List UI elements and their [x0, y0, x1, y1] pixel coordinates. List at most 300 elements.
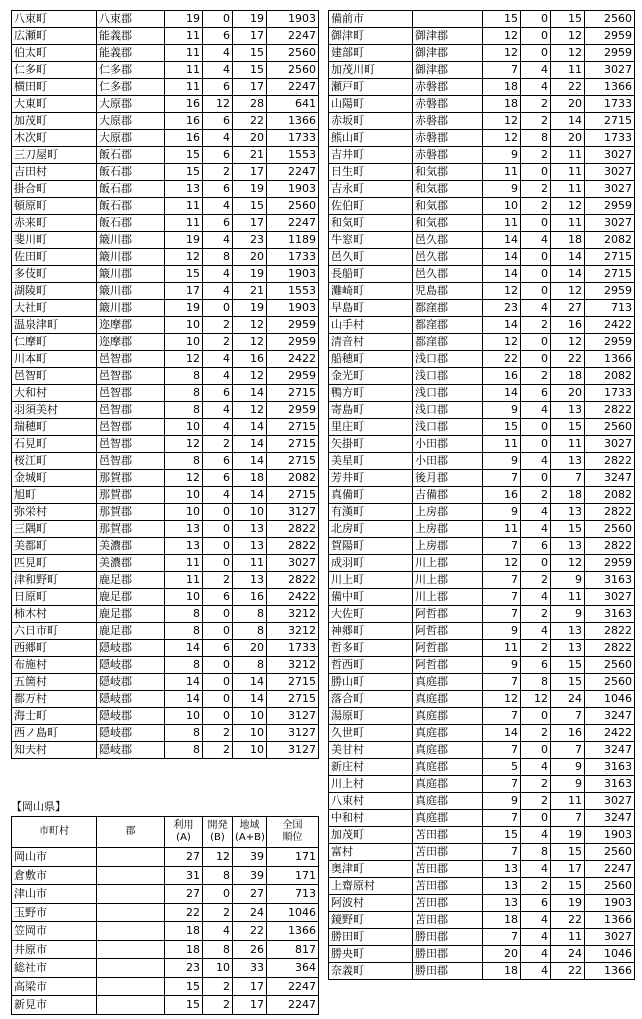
municipality-cell: 仁摩町	[12, 334, 97, 351]
municipality-cell: 三刀屋町	[12, 147, 97, 164]
table-row	[329, 402, 635, 419]
usage-cell: 14	[165, 674, 203, 691]
region-total-cell: 14	[233, 691, 267, 708]
district-cell	[97, 885, 165, 904]
shimane-municipality-table	[11, 10, 319, 759]
municipality-cell: 木次町	[12, 130, 97, 147]
development-cell: 6	[203, 453, 233, 470]
usage-cell: 18	[483, 963, 521, 980]
usage-cell: 16	[483, 487, 521, 504]
municipality-cell: 美甘村	[329, 742, 413, 759]
development-cell: 2	[203, 164, 233, 181]
district-cell: 真庭郡	[413, 674, 483, 691]
national-rank-cell: 2822	[585, 538, 635, 555]
district-cell	[97, 959, 165, 978]
table-row	[329, 589, 635, 606]
development-cell: 2	[203, 903, 233, 922]
municipality-cell: 吉永町	[329, 181, 413, 198]
table-row	[329, 844, 635, 861]
municipality-cell: 伯太町	[12, 45, 97, 62]
municipality-cell: 八束町	[12, 11, 97, 28]
district-cell: 那賀郡	[97, 470, 165, 487]
region-total-cell: 13	[551, 538, 585, 555]
district-cell: 真庭郡	[413, 759, 483, 776]
usage-cell: 12	[483, 113, 521, 130]
development-cell: 4	[203, 198, 233, 215]
region-total-cell: 27	[551, 300, 585, 317]
municipality-cell: 津山市	[12, 885, 97, 904]
municipality-cell: 笠岡市	[12, 922, 97, 941]
region-total-cell: 24	[551, 946, 585, 963]
municipality-cell: 掛合町	[12, 181, 97, 198]
region-total-cell: 13	[551, 504, 585, 521]
development-cell: 2	[203, 996, 233, 1015]
region-total-cell: 9	[551, 606, 585, 623]
region-total-cell: 22	[233, 113, 267, 130]
district-cell: 迩摩郡	[97, 334, 165, 351]
region-total-cell: 17	[233, 164, 267, 181]
development-cell: 4	[521, 861, 551, 878]
usage-cell: 22	[483, 351, 521, 368]
municipality-cell: 鴨方町	[329, 385, 413, 402]
national-rank-cell: 1733	[585, 130, 635, 147]
municipality-cell: 里庄町	[329, 419, 413, 436]
table-row	[12, 885, 319, 904]
table-row	[12, 572, 319, 589]
development-cell: 8	[203, 249, 233, 266]
usage-cell: 11	[483, 436, 521, 453]
national-rank-cell: 2822	[585, 623, 635, 640]
region-total-cell: 19	[233, 266, 267, 283]
district-cell: 赤磐郡	[413, 147, 483, 164]
development-cell: 4	[521, 232, 551, 249]
district-cell: 御津郡	[413, 45, 483, 62]
municipality-cell: 金城町	[12, 470, 97, 487]
national-rank-cell: 2959	[585, 45, 635, 62]
district-cell: 和気郡	[413, 164, 483, 181]
table-row	[329, 929, 635, 946]
table-row	[329, 300, 635, 317]
national-rank-cell: 2560	[585, 674, 635, 691]
table-row	[12, 232, 319, 249]
district-cell: 邑智郡	[97, 402, 165, 419]
district-cell: 小田郡	[413, 453, 483, 470]
region-total-cell: 15	[551, 674, 585, 691]
table-row	[329, 895, 635, 912]
district-cell: 赤磐郡	[413, 130, 483, 147]
usage-cell: 13	[165, 538, 203, 555]
region-total-cell: 9	[551, 776, 585, 793]
national-rank-cell: 1046	[585, 691, 635, 708]
usage-cell: 12	[165, 249, 203, 266]
table-row	[12, 848, 319, 867]
national-rank-cell: 1903	[267, 181, 319, 198]
national-rank-cell: 3163	[585, 776, 635, 793]
development-cell: 0	[203, 708, 233, 725]
district-cell: 簸川郡	[97, 300, 165, 317]
development-cell: 4	[203, 351, 233, 368]
national-rank-cell: 713	[267, 885, 319, 904]
district-cell: 真庭郡	[413, 793, 483, 810]
table-row	[329, 266, 635, 283]
usage-cell: 7	[483, 674, 521, 691]
table-row	[12, 657, 319, 674]
development-cell: 0	[203, 623, 233, 640]
district-cell: 真庭郡	[413, 725, 483, 742]
national-rank-cell: 2422	[585, 725, 635, 742]
municipality-cell: 芳井町	[329, 470, 413, 487]
usage-cell: 9	[483, 453, 521, 470]
table-row	[329, 538, 635, 555]
development-cell: 6	[521, 538, 551, 555]
region-total-cell: 14	[233, 674, 267, 691]
table-row	[329, 623, 635, 640]
national-rank-cell: 3163	[585, 606, 635, 623]
municipality-cell: 寄島町	[329, 402, 413, 419]
municipality-cell: 和気町	[329, 215, 413, 232]
table-row	[12, 922, 319, 941]
usage-cell: 12	[483, 555, 521, 572]
national-rank-cell: 3027	[585, 929, 635, 946]
usage-cell: 12	[483, 283, 521, 300]
municipality-cell: 三隅町	[12, 521, 97, 538]
national-rank-cell: 2560	[585, 521, 635, 538]
usage-cell: 8	[165, 453, 203, 470]
region-total-cell: 17	[233, 996, 267, 1015]
municipality-cell: 頓原町	[12, 198, 97, 215]
district-cell: 八束郡	[97, 11, 165, 28]
district-cell: 那賀郡	[97, 504, 165, 521]
municipality-cell: 哲多町	[329, 640, 413, 657]
table-row	[12, 266, 319, 283]
district-cell: 阿哲郡	[413, 657, 483, 674]
municipality-cell: 邑智町	[12, 368, 97, 385]
municipality-cell: 都万村	[12, 691, 97, 708]
district-cell: 川上郡	[413, 572, 483, 589]
table-row	[12, 996, 319, 1015]
usage-cell: 19	[165, 11, 203, 28]
national-rank-cell: 1903	[585, 827, 635, 844]
usage-cell: 8	[165, 402, 203, 419]
table-row	[12, 11, 319, 28]
table-row	[329, 96, 635, 113]
table-row	[12, 623, 319, 640]
district-cell: 都窪郡	[413, 334, 483, 351]
table-row	[329, 79, 635, 96]
municipality-cell: 阿波村	[329, 895, 413, 912]
development-cell: 2	[521, 96, 551, 113]
region-total-cell: 17	[233, 215, 267, 232]
region-total-cell: 11	[551, 147, 585, 164]
table-row	[329, 215, 635, 232]
table-row	[329, 504, 635, 521]
national-rank-cell: 2715	[267, 453, 319, 470]
region-total-cell: 23	[233, 232, 267, 249]
region-total-cell: 11	[551, 929, 585, 946]
region-total-cell: 17	[233, 977, 267, 996]
table-row	[12, 555, 319, 572]
region-total-cell: 11	[551, 215, 585, 232]
municipality-cell: 日生町	[329, 164, 413, 181]
table-row	[329, 691, 635, 708]
municipality-cell: 加茂町	[12, 113, 97, 130]
usage-cell: 10	[165, 419, 203, 436]
district-cell: 能義郡	[97, 28, 165, 45]
national-rank-cell: 2959	[585, 555, 635, 572]
development-cell: 0	[203, 674, 233, 691]
table-row	[329, 164, 635, 181]
table-row	[12, 130, 319, 147]
development-cell: 0	[521, 742, 551, 759]
usage-cell: 12	[483, 45, 521, 62]
usage-cell: 23	[165, 959, 203, 978]
usage-cell: 8	[165, 606, 203, 623]
development-cell: 4	[521, 504, 551, 521]
region-total-cell: 7	[551, 470, 585, 487]
table-row	[12, 487, 319, 504]
development-cell: 4	[521, 912, 551, 929]
table-row	[12, 79, 319, 96]
region-total-cell: 15	[551, 11, 585, 28]
development-cell: 4	[203, 45, 233, 62]
national-rank-cell: 1366	[585, 79, 635, 96]
district-cell: 大原郡	[97, 96, 165, 113]
district-cell: 大原郡	[97, 113, 165, 130]
district-cell: 苫田郡	[413, 861, 483, 878]
table-row	[12, 351, 319, 368]
district-cell: 児島郡	[413, 283, 483, 300]
table-row	[329, 45, 635, 62]
usage-cell: 14	[483, 266, 521, 283]
development-cell: 0	[203, 691, 233, 708]
region-total-cell: 27	[233, 885, 267, 904]
district-cell: 美濃郡	[97, 555, 165, 572]
national-rank-cell: 2715	[267, 419, 319, 436]
national-rank-cell: 2959	[585, 28, 635, 45]
usage-cell: 8	[165, 742, 203, 759]
table-row	[329, 742, 635, 759]
municipality-cell: 大東町	[12, 96, 97, 113]
national-rank-cell: 1733	[585, 385, 635, 402]
table-row	[12, 674, 319, 691]
table-row	[12, 606, 319, 623]
usage-cell: 8	[165, 725, 203, 742]
national-rank-cell: 2082	[585, 487, 635, 504]
okayama-city-table-body	[12, 848, 319, 1015]
national-rank-cell: 364	[267, 959, 319, 978]
table-row	[12, 866, 319, 885]
development-cell: 4	[521, 759, 551, 776]
district-cell: 能義郡	[97, 45, 165, 62]
region-total-cell: 20	[551, 385, 585, 402]
region-total-cell: 15	[233, 198, 267, 215]
region-total-cell: 19	[233, 181, 267, 198]
national-rank-cell: 2247	[267, 977, 319, 996]
development-cell: 6	[521, 385, 551, 402]
region-total-cell: 12	[233, 402, 267, 419]
table-row	[12, 215, 319, 232]
usage-cell: 8	[165, 385, 203, 402]
district-cell: 邑久郡	[413, 232, 483, 249]
table-row	[12, 300, 319, 317]
municipality-cell: 横田町	[12, 79, 97, 96]
development-cell: 0	[521, 11, 551, 28]
municipality-cell: 広瀬町	[12, 28, 97, 45]
development-cell: 6	[203, 589, 233, 606]
district-cell: 後月郡	[413, 470, 483, 487]
table-row	[329, 912, 635, 929]
district-cell: 真庭郡	[413, 691, 483, 708]
table-row	[12, 96, 319, 113]
national-rank-cell: 3247	[585, 470, 635, 487]
usage-cell: 11	[483, 164, 521, 181]
municipality-cell: 弥栄村	[12, 504, 97, 521]
table-row	[12, 589, 319, 606]
development-cell: 0	[521, 164, 551, 181]
region-total-cell: 14	[233, 487, 267, 504]
national-rank-cell: 2247	[267, 215, 319, 232]
usage-cell: 11	[483, 640, 521, 657]
table-row	[329, 572, 635, 589]
usage-cell: 19	[165, 300, 203, 317]
national-rank-cell: 2247	[267, 28, 319, 45]
usage-cell: 15	[165, 147, 203, 164]
national-rank-cell: 3212	[267, 606, 319, 623]
region-total-cell: 28	[233, 96, 267, 113]
usage-cell: 9	[483, 504, 521, 521]
table-row	[12, 283, 319, 300]
district-cell: 隠岐郡	[97, 708, 165, 725]
district-cell: 飯石郡	[97, 147, 165, 164]
municipality-cell: 八束村	[329, 793, 413, 810]
table-row	[12, 147, 319, 164]
development-cell: 0	[203, 504, 233, 521]
development-cell: 6	[203, 79, 233, 96]
usage-cell: 7	[483, 606, 521, 623]
usage-cell: 7	[483, 470, 521, 487]
table-row	[329, 759, 635, 776]
municipality-cell: 邑久町	[329, 249, 413, 266]
region-total-cell: 11	[551, 793, 585, 810]
development-cell: 0	[203, 11, 233, 28]
usage-cell: 7	[483, 776, 521, 793]
development-cell: 4	[203, 266, 233, 283]
region-total-cell: 17	[233, 28, 267, 45]
region-total-cell: 12	[551, 334, 585, 351]
municipality-cell: 新見市	[12, 996, 97, 1015]
national-rank-cell: 3027	[585, 589, 635, 606]
development-cell: 4	[203, 922, 233, 941]
region-total-cell: 19	[551, 827, 585, 844]
national-rank-cell: 1733	[585, 96, 635, 113]
development-cell: 2	[521, 147, 551, 164]
usage-cell: 10	[165, 334, 203, 351]
usage-cell: 7	[483, 844, 521, 861]
municipality-cell: 加茂川町	[329, 62, 413, 79]
municipality-cell: 佐田町	[12, 249, 97, 266]
region-total-cell: 15	[233, 62, 267, 79]
district-cell: 御津郡	[413, 62, 483, 79]
district-cell: 和気郡	[413, 181, 483, 198]
national-rank-cell: 1733	[267, 640, 319, 657]
table-row	[12, 521, 319, 538]
usage-cell: 7	[483, 62, 521, 79]
table-row	[329, 793, 635, 810]
usage-cell: 9	[483, 402, 521, 419]
usage-cell: 18	[483, 912, 521, 929]
national-rank-cell: 3212	[267, 657, 319, 674]
region-total-cell: 20	[551, 96, 585, 113]
district-cell: 和気郡	[413, 215, 483, 232]
region-total-cell: 22	[551, 351, 585, 368]
usage-cell: 7	[483, 929, 521, 946]
municipality-cell: 美星町	[329, 453, 413, 470]
table-row	[329, 232, 635, 249]
national-rank-cell: 2247	[585, 861, 635, 878]
region-total-cell: 14	[233, 453, 267, 470]
national-rank-cell: 2959	[267, 317, 319, 334]
national-rank-cell: 2959	[267, 334, 319, 351]
development-cell: 6	[203, 147, 233, 164]
usage-cell: 9	[483, 181, 521, 198]
national-rank-cell: 171	[267, 848, 319, 867]
region-total-cell: 16	[233, 351, 267, 368]
national-rank-cell: 1046	[585, 946, 635, 963]
region-total-cell: 14	[551, 249, 585, 266]
usage-cell: 7	[483, 742, 521, 759]
table-row	[329, 776, 635, 793]
district-cell: 邑久郡	[413, 249, 483, 266]
district-cell: 川上郡	[413, 555, 483, 572]
table-row	[12, 453, 319, 470]
development-cell: 4	[203, 368, 233, 385]
district-cell	[97, 940, 165, 959]
national-rank-cell: 2822	[267, 538, 319, 555]
usage-cell: 15	[483, 827, 521, 844]
region-total-cell: 10	[233, 725, 267, 742]
usage-cell: 12	[165, 470, 203, 487]
municipality-cell: 長船町	[329, 266, 413, 283]
development-cell: 4	[203, 62, 233, 79]
development-cell: 0	[521, 810, 551, 827]
development-cell: 0	[203, 538, 233, 555]
municipality-cell: 川上町	[329, 572, 413, 589]
usage-cell: 11	[165, 215, 203, 232]
table-row	[329, 436, 635, 453]
usage-cell: 15	[165, 164, 203, 181]
national-rank-cell: 3027	[585, 436, 635, 453]
region-total-cell: 12	[551, 198, 585, 215]
municipality-cell: 斐川町	[12, 232, 97, 249]
usage-cell: 10	[165, 317, 203, 334]
municipality-cell: 加茂町	[329, 827, 413, 844]
municipality-cell: 総社市	[12, 959, 97, 978]
table-row	[12, 640, 319, 657]
region-total-cell: 10	[233, 742, 267, 759]
table-row	[329, 878, 635, 895]
national-rank-cell: 2082	[585, 232, 635, 249]
district-cell: 美濃郡	[97, 538, 165, 555]
national-rank-cell: 817	[267, 940, 319, 959]
district-cell: 邑久郡	[413, 266, 483, 283]
national-rank-cell: 641	[267, 96, 319, 113]
district-cell: 吉備郡	[413, 487, 483, 504]
region-total-cell: 15	[551, 521, 585, 538]
table-row	[12, 164, 319, 181]
national-rank-cell: 2822	[585, 640, 635, 657]
development-cell: 0	[521, 28, 551, 45]
national-rank-cell: 3027	[585, 164, 635, 181]
